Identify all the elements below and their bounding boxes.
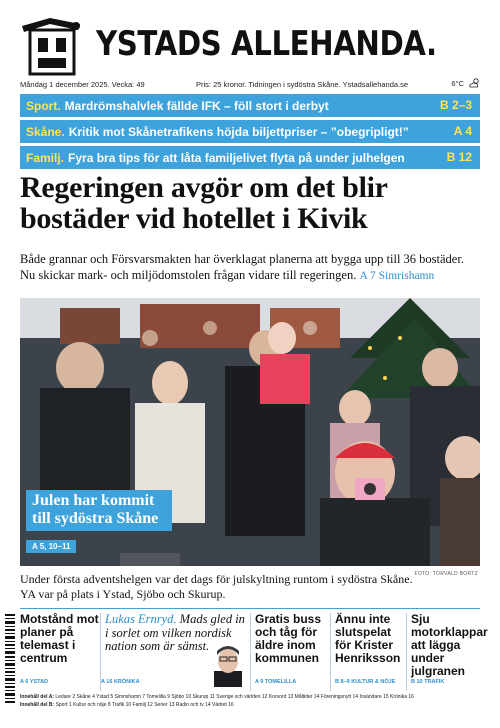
photo-caption: Under första adventshelgen var det dags för julskyltning runtom i sydöstra Skåne. YA var på plats i Ystad, Sjöbo och Skurup. [20, 572, 413, 601]
bottom-teaser-krister[interactable] [330, 613, 406, 691]
main-headline[interactable]: Regeringen avgör om det blir bostäder vid hotellet i Kivik [20, 171, 388, 235]
photo-page-ref: A 5, 10–11 [26, 540, 76, 553]
bottom-teaser-telemast[interactable] [20, 613, 100, 691]
barcode-icon [4, 614, 16, 714]
index-part-a-text: Ledare 2 Skåne 4 Ystad 5 Simrishamn 7 Tomelilla 9 Sjöbo 10 Skurup 11 Sverige och världen 12 Korsord 13 Måltider 14 Föreningsnytt 14 Insändare 15 Krönika 16 [55, 694, 414, 700]
bottom-teaser-title: Motstånd mot planer på telemast i centrum [20, 612, 99, 665]
cloud-sun-icon [468, 78, 480, 88]
column-body: Mads gled in i sorlet om vilken nordisk nation som är sämst. [105, 612, 245, 653]
main-photo[interactable] [20, 298, 480, 566]
teaser-text: Fyra bra tips för att låta familjelivet flyta på under julhelgen [68, 150, 405, 165]
table-of-contents [20, 693, 480, 709]
teaser-section: Familj. [26, 150, 65, 165]
temperature: 6°C [451, 78, 464, 88]
weather [451, 78, 480, 88]
teaser-section: Skåne. [26, 124, 65, 139]
bottom-teaser-ref: A 16 KRÖNIKA [101, 679, 140, 685]
teaser-section: Sport. [26, 98, 61, 113]
bottom-teaser-ref: A 6 YSTAD [20, 679, 49, 685]
lead-paragraph [20, 252, 480, 284]
index-part-a-label: Innehåll del A: [20, 694, 54, 700]
columnist-name: Lukas Ernryd. [105, 612, 177, 626]
index-part-b-text: Sport 1 Kultur och nöje 8 Trafik 10 Familj 12 Serier 13 Radio och tv 14 Vädret 16 [55, 702, 234, 708]
bottom-teaser-ref: B 8–9 KULTUR & NÖJE [335, 679, 396, 685]
bottom-teaser-ref: B 10 TRAFIK [411, 679, 445, 685]
teaser-text: Mardrömshalvlek fällde IFK – föll stort i derbyt [64, 98, 329, 113]
lead-page-ref: A 7 Simrishamn [359, 269, 435, 282]
issue-date: Måndag 1 december 2025. Vecka: 49 [20, 80, 145, 89]
lead-text: Både grannar och Försvarsmakten har överklagat planerna att bygga upp till 36 bostäder. Nu skickar mark- och miljödomstolen frågan vidare till regeringen. [20, 252, 464, 282]
teaser-text: Kritik mot Skånetrafikens höjda biljettpriser – ”obegripligt!” [68, 124, 409, 139]
teaser-list [20, 94, 480, 172]
bottom-teaser-title: Gratis buss och tåg för äldre inom kommunen [255, 612, 322, 665]
teaser-familj[interactable] [20, 146, 480, 169]
index-part-a [20, 693, 480, 701]
ystad-logo-icon [20, 16, 86, 78]
bottom-teasers [20, 608, 488, 692]
teaser-page: B 12 [446, 150, 472, 164]
bottom-teaser-column[interactable] [100, 613, 250, 691]
bottom-teaser-buss[interactable] [250, 613, 330, 691]
photo-credit: FOTO: TORVALD BORTZ [414, 571, 478, 577]
bottom-teaser-motor[interactable] [406, 612, 488, 691]
bottom-teaser-ref: A 9 TOMELILLA [255, 679, 297, 685]
teaser-sport[interactable] [20, 94, 480, 117]
bottom-teaser-title: Ännu inte slutspelat för Krister Henriksson [335, 612, 401, 665]
dateline [20, 78, 480, 92]
teaser-skane[interactable] [20, 120, 480, 143]
teaser-page: A 4 [453, 124, 472, 138]
index-part-b [20, 701, 480, 709]
index-part-b-label: Innehåll del B: [20, 702, 55, 708]
photo-title: Julen har kommit till sydöstra Skåne [26, 490, 172, 531]
paper-name: YSTADS ALLEHANDA. [96, 24, 437, 64]
masthead [20, 14, 480, 80]
teaser-page: B 2–3 [439, 98, 472, 112]
columnist-portrait [208, 641, 248, 687]
issue-price: Pris: 25 kronor. Tidningen i sydöstra Skåne. Ystadsallehanda.se [196, 80, 409, 89]
bottom-teaser-title: Sju motorklappar att lägga under julgranen [411, 612, 488, 678]
